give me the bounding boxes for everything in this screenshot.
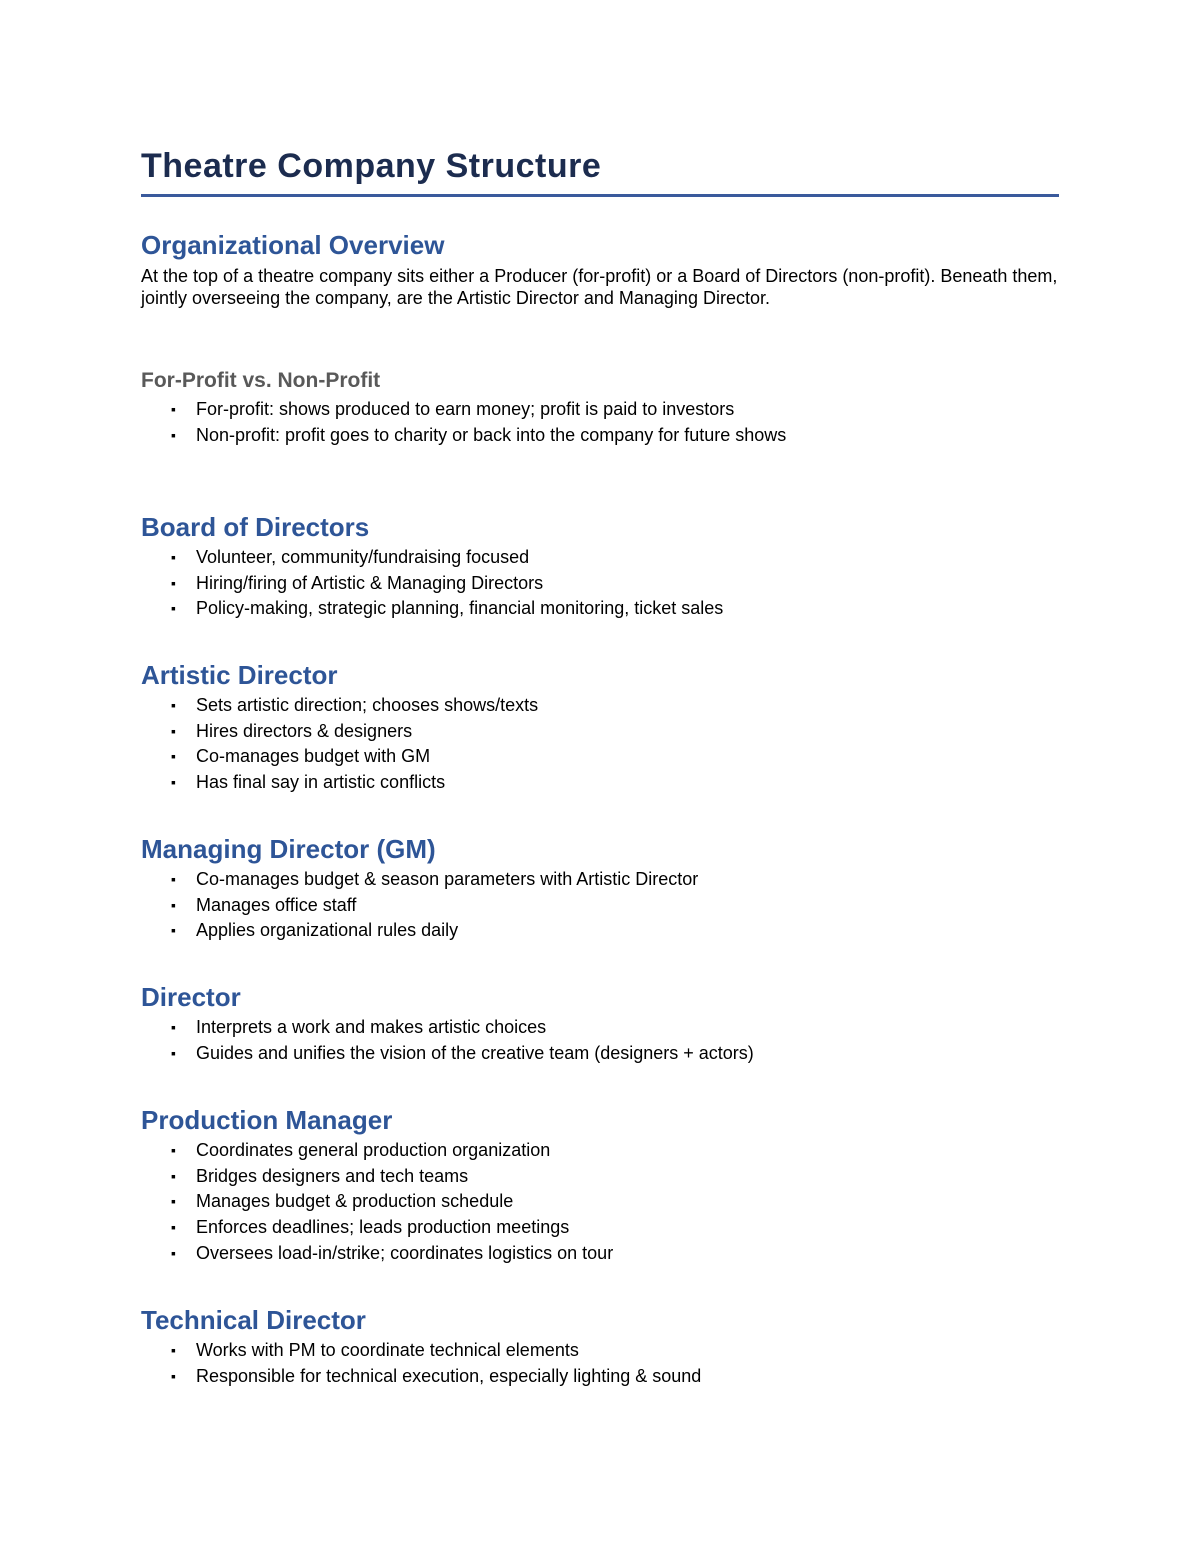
section-artistic [141,659,1059,796]
list-item: ▪ Hires directors & designers [141,719,1059,745]
list-item: ▪ Volunteer, community/fundraising focused [141,545,1059,571]
list-item: ▪ Hiring/firing of Artistic & Managing Directors [141,571,1059,597]
technical-list [141,1338,1059,1389]
page-title: Theatre Company Structure [141,147,602,185]
section-board [141,511,1059,622]
bullet-icon: ▪ [171,1019,176,1035]
bullet-icon: ▪ [171,722,176,739]
list-item: ▪ For-profit: shows produced to earn money; profit is paid to investors [141,397,1059,423]
list-item: ▪ Oversees load-in/strike; coordinates logistics on tour [141,1241,1059,1267]
managing-list [141,867,1059,944]
bullet-icon: ▪ [171,748,176,765]
section-managing [141,833,1059,944]
heading-overview: Organizational Overview [141,230,445,260]
list-item: ▪ Manages office staff [141,893,1059,919]
list-item: ▪ Non-profit: profit goes to charity or back into the company for future shows [141,423,1059,449]
bullet-icon: ▪ [171,549,176,565]
list-item: ▪ Co-manages budget & season parameters with Artistic Director [141,867,1059,893]
section-production [141,1104,1059,1267]
bullet-icon: ▪ [171,1342,176,1358]
list-item: ▪ Guides and unifies the vision of the creative team (designers + actors) [141,1041,1059,1067]
bullet-icon: ▪ [171,1167,176,1184]
bullet-icon: ▪ [171,600,176,617]
heading-production: Production Manager [141,1105,393,1135]
list-item: ▪ Enforces deadlines; leads production meetings [141,1215,1059,1241]
bullet-icon: ▪ [171,774,176,791]
artistic-list [141,693,1059,796]
section-profit [141,367,1059,448]
bullet-icon: ▪ [171,426,176,443]
list-item: ▪ Interprets a work and makes artistic choices [141,1015,1059,1041]
heading-board: Board of Directors [141,512,370,542]
bullet-icon: ▪ [171,1219,176,1236]
heading-profit: For-Profit vs. Non-Profit [141,369,381,392]
heading-director: Director [141,982,241,1012]
list-item: ▪ Bridges designers and tech teams [141,1164,1059,1190]
list-item: ▪ Coordinates general production organization [141,1138,1059,1164]
bullet-icon: ▪ [171,1142,176,1158]
title-underline [141,194,1059,197]
list-item: ▪ Sets artistic direction; chooses shows/texts [141,693,1059,719]
bullet-icon: ▪ [171,1044,176,1061]
bullet-icon: ▪ [171,574,176,591]
production-list [141,1138,1059,1267]
director-list [141,1015,1059,1066]
section-overview [141,229,1059,309]
bullet-icon: ▪ [171,1244,176,1261]
overview-paragraph: At the top of a theatre company sits either a Producer (for-profit) or a Board of Directors (non-profit). Beneath them, jointly overseeing the company, are the Artistic Director and Managing Director. [141,266,1058,308]
list-item: ▪ Manages budget & production schedule [141,1189,1059,1215]
list-item: ▪ Applies organizational rules daily [141,918,1059,944]
bullet-icon: ▪ [171,1367,176,1384]
section-director [141,981,1059,1066]
bullet-icon: ▪ [171,401,176,417]
profit-list [141,397,1059,448]
bullet-icon: ▪ [171,922,176,939]
bullet-icon: ▪ [171,871,176,887]
heading-artistic: Artistic Director [141,660,338,690]
bullet-icon: ▪ [171,1193,176,1210]
list-item: ▪ Policy-making, strategic planning, financial monitoring, ticket sales [141,596,1059,622]
board-list [141,545,1059,622]
heading-managing: Managing Director (GM) [141,834,436,864]
heading-technical: Technical Director [141,1305,366,1335]
list-item: ▪ Responsible for technical execution, especially lighting & sound [141,1364,1059,1390]
list-item: ▪ Co-manages budget with GM [141,744,1059,770]
bullet-icon: ▪ [171,697,176,713]
bullet-icon: ▪ [171,896,176,913]
section-technical [141,1304,1059,1389]
list-item: ▪ Works with PM to coordinate technical elements [141,1338,1059,1364]
list-item: ▪ Has final say in artistic conflicts [141,770,1059,796]
